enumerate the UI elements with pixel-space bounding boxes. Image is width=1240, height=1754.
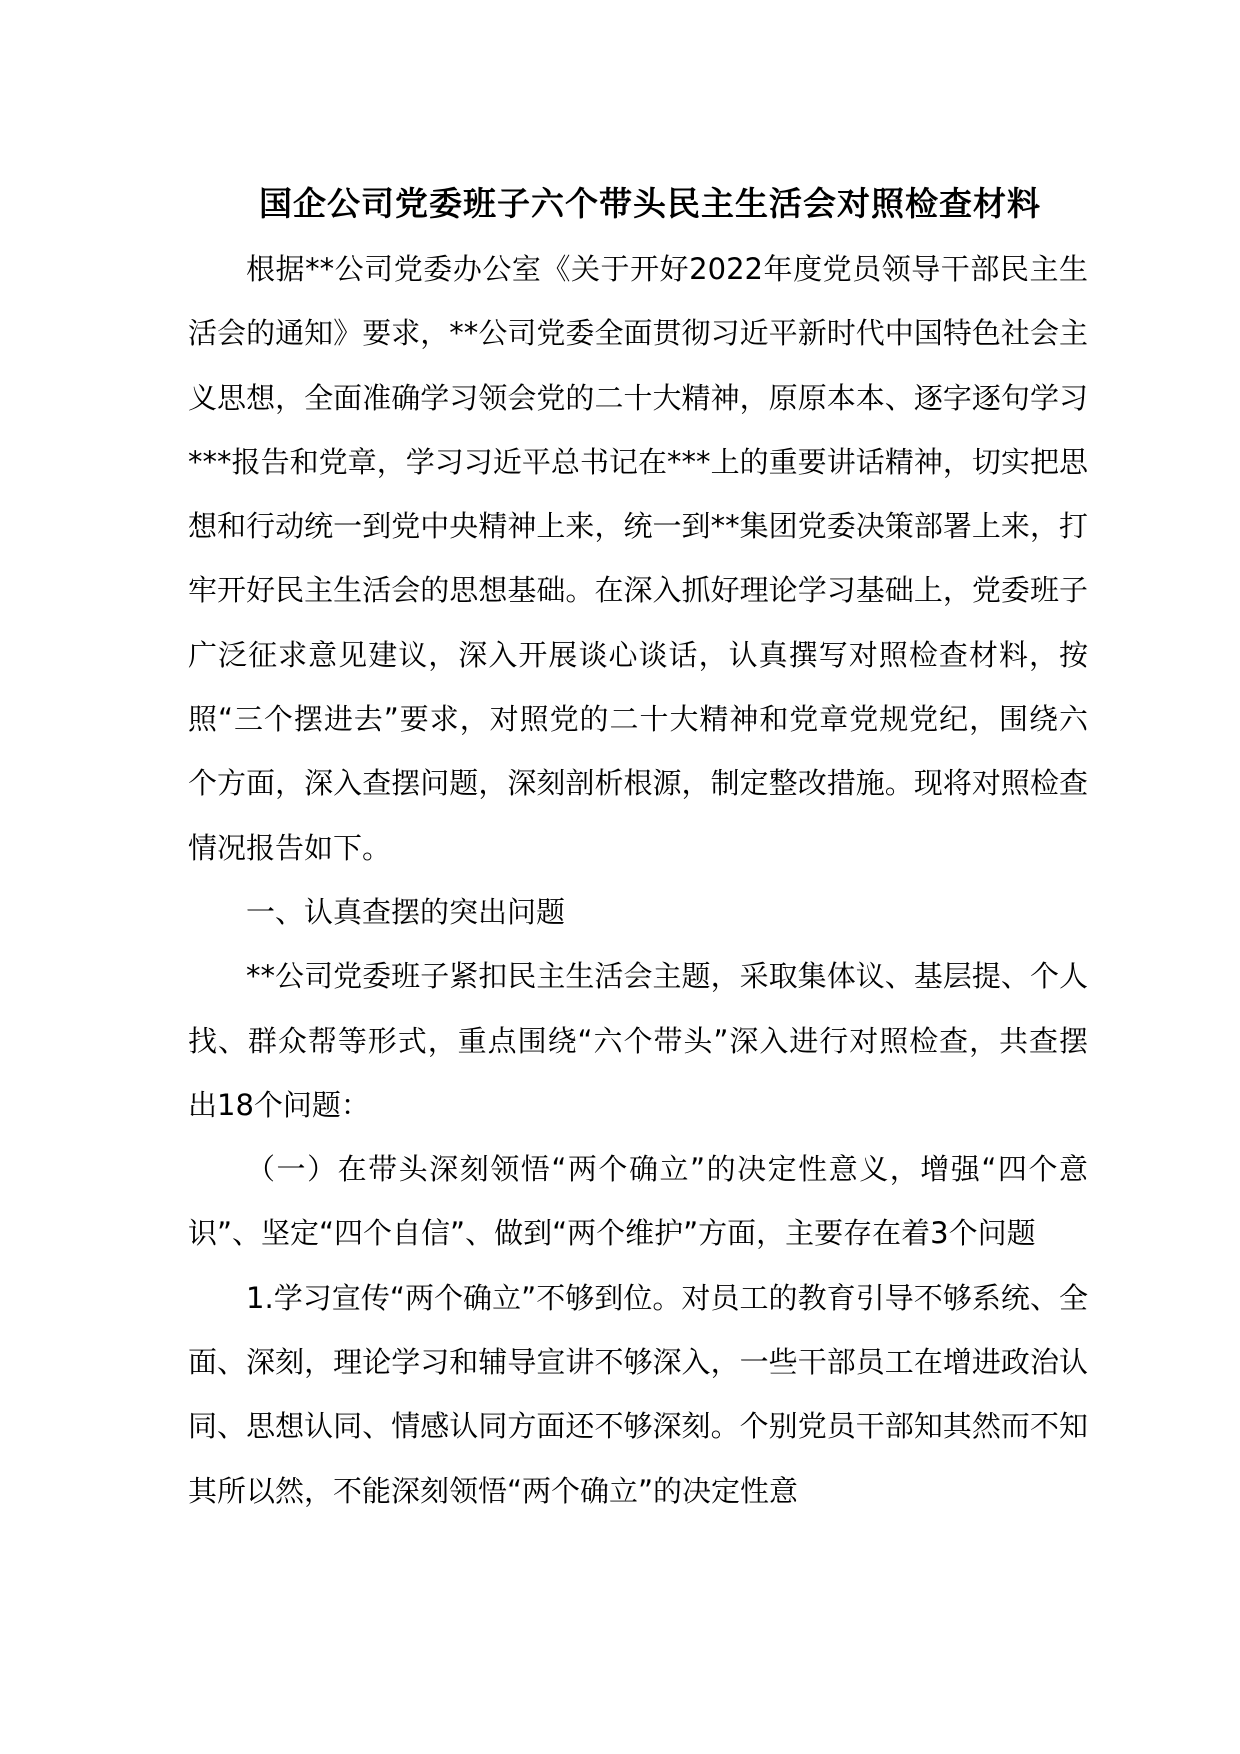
document-title: 国企公司党委班子六个带头民主生活会对照检查材料 <box>259 184 1041 223</box>
section-heading: 一、认真查摆的突出问题 <box>246 894 566 929</box>
intro-paragraph: 根据**公司党委办公室《关于开好2022年度党员领导干部民主生活会的通知》要求，**公司党委全面贯彻习近平新时代中国特色社会主义思想，全面准确学习领会党的二十大精神，原原本本、逐字逐句学习***报告和党章，学习习近平总书记在***上的重要讲话精神，切实把思想和行动统一到党中央精神上来，统一到**集团党委决策部署上来，打牢开好民主生活会的思想基础。在深入抓好理论学习基础上，党委班子广泛征求意见建议，深入开展谈心谈话，认真撰写对照检查材料，按照“三个摆进去”要求，对照党的二十大精神和党章党规党纪，围绕六个方面，深入查摆问题，深刻剖析根源，制定整改措施。现将对照检查情况报告如下。 <box>188 252 1088 865</box>
section-intro-paragraph: **公司党委班子紧扣民主生活会主题，采取集体议、基层提、个人找、群众帮等形式，重点围绕“六个带头”深入进行对照检查，共查摆出18个问题： <box>188 959 1088 1122</box>
item-paragraph: 1.学习宣传“两个确立”不够到位。对员工的教育引导不够系统、全面、深刻，理论学习和辅导宣讲不够深入，一些干部员工在增进政治认同、思想认同、情感认同方面还不够深刻。个别党员干部知其然而不知其所以然，不能深刻领悟“两个确立”的决定性意 <box>188 1280 1088 1508</box>
subsection-heading: （一）在带头深刻领悟“两个确立”的决定性意义，增强“四个意识”、坚定“四个自信”、做到“两个维护”方面，主要存在着3个问题 <box>188 1152 1088 1251</box>
document-body <box>188 237 1088 1523</box>
